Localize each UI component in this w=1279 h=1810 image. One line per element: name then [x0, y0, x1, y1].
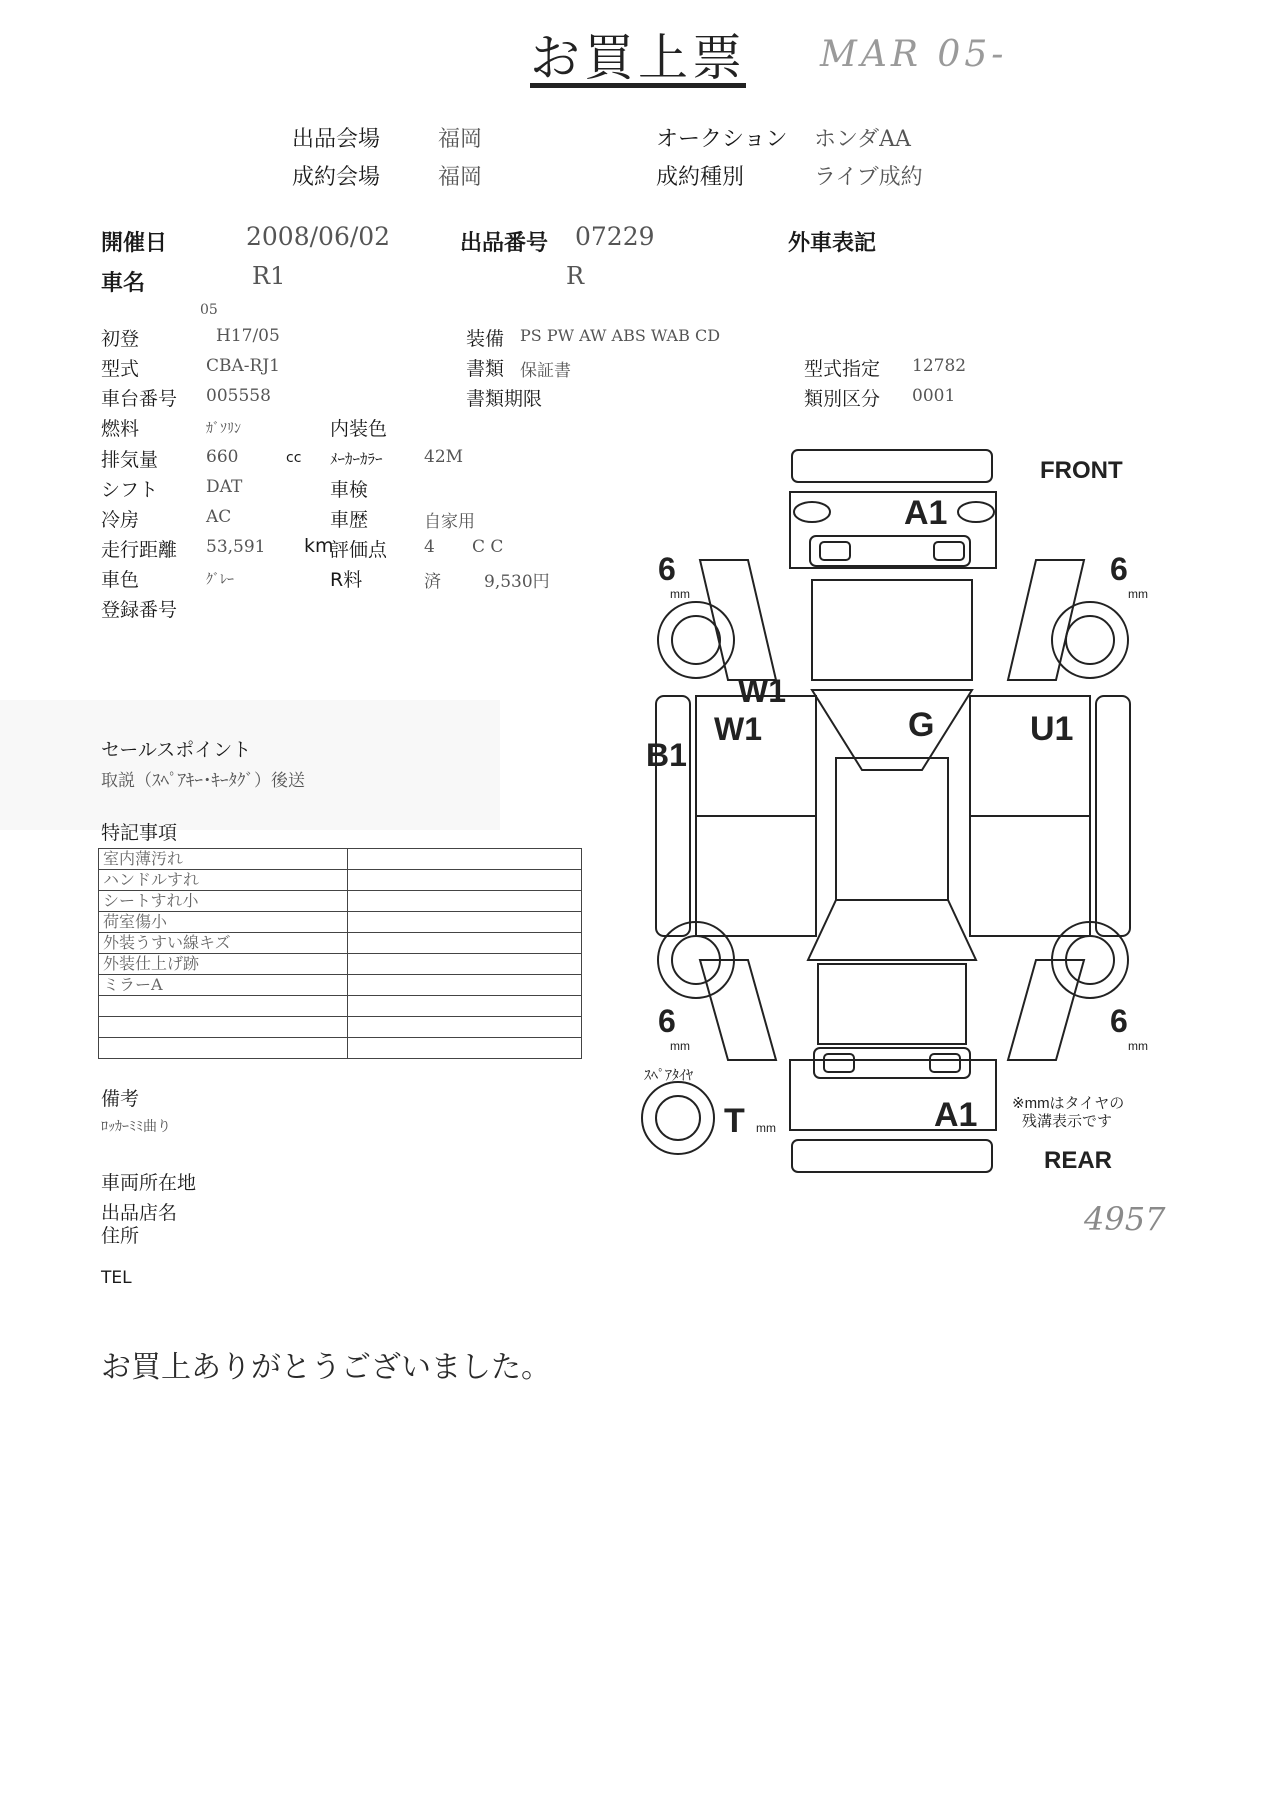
handwritten-stamp: MAR 05-	[820, 34, 1008, 75]
ac-label: 冷房	[101, 509, 140, 531]
first-reg-label: 初登	[101, 328, 140, 350]
spare-tire-code: T	[724, 1102, 745, 1140]
table-row	[99, 912, 582, 933]
first-reg-note: 05	[200, 302, 218, 318]
chassis-value: 005558	[206, 386, 271, 406]
auction-label: オークション	[656, 127, 788, 152]
sales-point-value: 取説（ｽﾍﾟｱｷｰ･ｷｰﾀｸﾞ）後送	[101, 771, 305, 791]
table-row	[99, 1017, 582, 1038]
category-value: 0001	[912, 386, 956, 406]
model-label: 型式	[101, 358, 140, 380]
table-row	[99, 954, 582, 975]
rear-door-left	[696, 816, 816, 936]
wheel-front-left	[658, 602, 734, 678]
remarks-label: 備考	[101, 1088, 140, 1110]
table-row	[99, 933, 582, 954]
note-cell	[99, 1038, 348, 1059]
doc-expiry-label: 書類期限	[466, 388, 543, 410]
headlight-right	[958, 502, 994, 522]
left-damage-code-1: W1	[738, 673, 786, 709]
displacement-unit: cc	[286, 450, 302, 466]
table-row	[99, 975, 582, 996]
mileage-unit: km	[304, 535, 334, 557]
contract-type-value: ライブ成約	[814, 165, 923, 190]
note-cell: 室内薄汚れ	[99, 849, 348, 870]
mileage-label: 走行距離	[101, 539, 178, 561]
wheel-front-right	[1052, 602, 1128, 678]
note-cell: ミラーA	[99, 975, 348, 996]
remarks-value: ﾛｯｶｰﾐﾐ曲り	[101, 1119, 171, 1135]
score-label: 評価点	[330, 539, 388, 561]
tire-note-line-2: 残溝表示です	[1022, 1113, 1113, 1130]
tire-depth-front-left: 6	[658, 551, 676, 587]
spare-tire	[642, 1082, 714, 1154]
date-label: 開催日	[101, 231, 168, 256]
grille	[810, 536, 970, 566]
category-label: 類別区分	[804, 388, 881, 410]
note-cell: ハンドルすれ	[99, 870, 348, 891]
headlight-left	[794, 502, 830, 522]
recycle-amount: 9,530円	[484, 572, 550, 592]
displacement-label: 排気量	[101, 449, 159, 471]
rear-label: REAR	[1044, 1147, 1113, 1174]
notes-table	[98, 848, 582, 1059]
tire-depth-rear-right: 6	[1110, 1003, 1128, 1039]
note-cell: 外装うすい線キズ	[99, 933, 348, 954]
shift-value: DAT	[206, 477, 243, 497]
tire-depth-rear-left: 6	[658, 1003, 676, 1039]
right-damage-code: U1	[1030, 710, 1074, 748]
documents-value: 保証書	[520, 361, 571, 381]
first-reg-value: H17/05	[216, 326, 280, 346]
front-bumper	[792, 450, 992, 482]
tel-label: TEL	[101, 1268, 132, 1288]
rear-fender-left	[700, 960, 776, 1060]
note-cell: 荷室傷小	[99, 912, 348, 933]
note-cell: シートすれ小	[99, 891, 348, 912]
model-value: CBA-RJ1	[206, 356, 280, 376]
address-label: 住所	[101, 1225, 140, 1247]
rear-glass	[808, 900, 976, 960]
interior-label: 内装色	[330, 418, 388, 440]
score-value: 4	[424, 537, 435, 557]
note-cell	[99, 1017, 348, 1038]
mm-unit: mm	[1128, 587, 1148, 601]
table-row	[99, 996, 582, 1017]
car-name-value: R1	[252, 262, 286, 290]
table-row	[99, 1038, 582, 1059]
fuel-value: ｶﾞｿﾘﾝ	[206, 421, 241, 437]
shift-label: シフト	[101, 479, 159, 501]
page-title: お買上票	[530, 29, 746, 87]
left-damage-code-3: B1	[646, 737, 687, 773]
rear-damage-code: A1	[934, 1096, 978, 1134]
car-damage-diagram	[640, 440, 1160, 1200]
history-label: 車歴	[330, 509, 369, 531]
contract-venue-value: 福岡	[438, 165, 483, 190]
fuel-label: 燃料	[101, 418, 140, 440]
car-name-label: 車名	[101, 271, 146, 296]
table-row	[99, 891, 582, 912]
mm-unit: mm	[670, 587, 690, 601]
shop-label: 出品店名	[101, 1202, 178, 1224]
rear-door-right	[970, 816, 1090, 936]
grade-value: R	[566, 262, 585, 290]
tire-depth-front-right: 6	[1110, 551, 1128, 587]
vehicle-location-label: 車両所在地	[101, 1172, 197, 1194]
left-damage-code-2: W1	[714, 711, 762, 747]
front-label: FRONT	[1040, 457, 1123, 484]
score-grade: C C	[472, 537, 504, 557]
lot-label: 出品番号	[460, 231, 549, 256]
trunk	[818, 964, 966, 1044]
maker-color-value: 42M	[424, 447, 464, 467]
rocker-left	[656, 696, 690, 936]
rear-fender-right	[1008, 960, 1084, 1060]
mileage-value: 53,591	[206, 537, 266, 557]
ac-value: AC	[206, 507, 232, 527]
inspection-label: 車検	[330, 479, 369, 501]
chassis-label: 車台番号	[101, 388, 178, 410]
displacement-value: 660	[206, 447, 239, 467]
import-label: 外車表記	[788, 231, 877, 256]
history-value: 自家用	[424, 512, 475, 532]
type-designation-value: 12782	[912, 356, 967, 376]
front-fender-right	[1008, 560, 1084, 680]
rocker-right	[1096, 696, 1130, 936]
thanks-message: お買上ありがとうございました。	[101, 1350, 551, 1385]
roof-damage-code: G	[908, 706, 935, 744]
rear-bumper	[792, 1140, 992, 1172]
mm-unit: mm	[756, 1121, 776, 1135]
notes-label: 特記事項	[101, 822, 178, 844]
front-damage-code: A1	[904, 494, 948, 532]
table-row	[99, 870, 582, 891]
contract-venue-label: 成約会場	[292, 165, 381, 190]
color-label: 車色	[101, 569, 140, 591]
note-cell	[99, 996, 348, 1017]
recycle-status: 済	[424, 572, 441, 592]
equipment-label: 装備	[466, 328, 505, 350]
recycle-label: R料	[330, 569, 363, 591]
spare-tire-label: ｽﾍﾟｱﾀｲﾔ	[644, 1067, 693, 1083]
plate-label: 登録番号	[101, 599, 178, 621]
mm-unit: mm	[1128, 1039, 1148, 1053]
contract-type-label: 成約種別	[656, 165, 745, 190]
roof	[836, 758, 948, 900]
hood	[812, 580, 972, 680]
note-cell: 外装仕上げ跡	[99, 954, 348, 975]
color-value: ｸﾞﾚｰ	[206, 572, 234, 588]
maker-color-label: ﾒｰｶｰｶﾗｰ	[330, 450, 383, 468]
auction-value: ホンダAA	[814, 127, 911, 152]
equipment-value: PS PW AW ABS WAB CD	[520, 326, 721, 345]
front-fender-left	[700, 560, 776, 680]
table-row	[99, 849, 582, 870]
handwritten-number: 4957	[1084, 1200, 1166, 1238]
type-designation-label: 型式指定	[804, 358, 881, 380]
documents-label: 書類	[466, 358, 505, 380]
lot-value: 07229	[575, 222, 655, 251]
scan-smudge	[0, 700, 500, 830]
listing-venue-label: 出品会場	[292, 127, 381, 152]
sales-point-label: セールスポイント	[101, 739, 252, 761]
listing-venue-value: 福岡	[438, 127, 483, 152]
tire-note-line-1: ※mmはタイヤの	[1012, 1095, 1125, 1112]
date-value: 2008/06/02	[246, 222, 391, 251]
mm-unit: mm	[670, 1039, 690, 1053]
